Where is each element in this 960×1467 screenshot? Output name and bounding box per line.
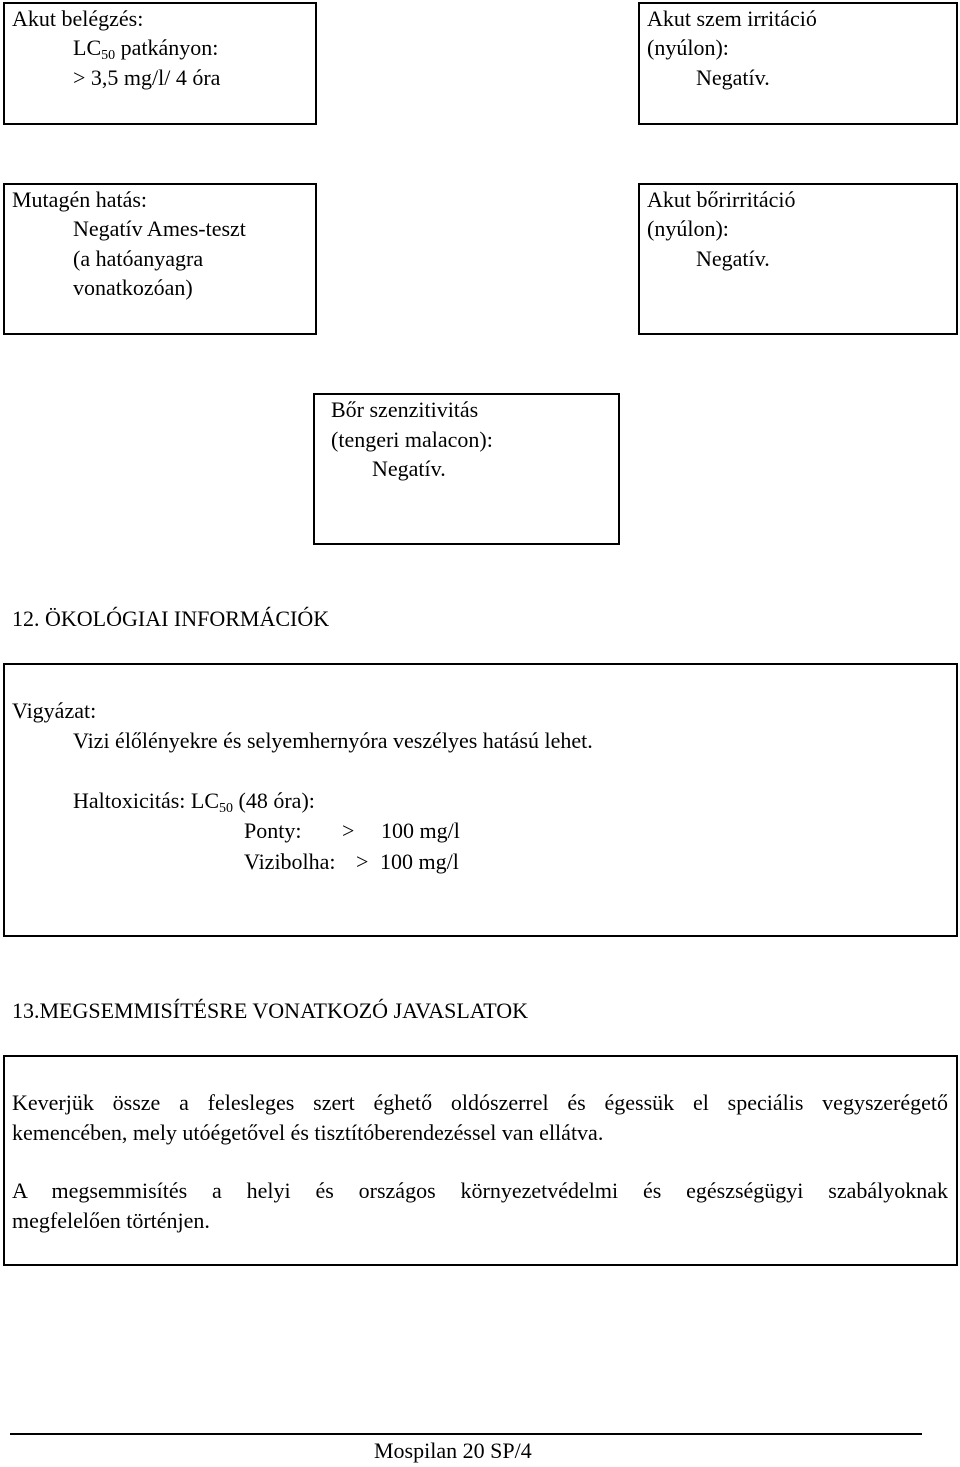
section-13-heading: 13.MEGSEMMISÍTÉSRE VONATKOZÓ JAVASLATOK <box>12 998 529 1023</box>
acute-eye-irritation-subject: (nyúlon): <box>647 35 729 60</box>
mutagenic-effect-line3: vonatkozóan) <box>73 275 193 300</box>
skin-sensitization-result: Negatív. <box>372 456 446 481</box>
acute-inhalation-lc50-line <box>73 33 218 63</box>
acute-eye-irritation-title: Akut szem irritáció <box>647 6 817 31</box>
carp-label: Ponty: <box>244 818 302 843</box>
daphnia-label: Vizibolha: <box>244 849 336 874</box>
lc-suffix: patkányon: <box>115 35 219 60</box>
ecological-warning-label: Vigyázat: <box>12 698 97 723</box>
acute-inhalation-value: > 3,5 mg/l/ 4 óra <box>73 65 221 90</box>
acute-skin-irritation-title: Akut bőrirritáció <box>647 187 796 212</box>
mutagenic-effect-line1: Negatív Ames-teszt <box>73 216 246 241</box>
footer-page-label: Mospilan 20 SP/4 <box>374 1438 532 1463</box>
daphnia-toxicity-line <box>244 847 459 877</box>
carp-toxicity-line <box>244 816 460 846</box>
carp-operator: > <box>342 818 355 843</box>
fish-toxicity-prefix: Haltoxicitás: LC <box>73 788 220 813</box>
skin-sensitization-title: Bőr szenzitivitás <box>331 397 479 422</box>
fish-toxicity-subscript: 50 <box>219 801 234 816</box>
fish-toxicity-suffix: (48 óra): <box>233 788 315 813</box>
mutagenic-effect-title: Mutagén hatás: <box>12 187 148 212</box>
mutagenic-effect-line2: (a hatóanyagra <box>73 246 204 271</box>
fish-toxicity-line <box>73 786 315 816</box>
lc-prefix: LC <box>73 35 102 60</box>
disposal-paragraph-1-line-1: Keverjük össze a felesleges szert éghető oldószerrel és égessük el speciális vegyszerégető <box>12 1090 948 1115</box>
acute-skin-irritation-subject: (nyúlon): <box>647 216 729 241</box>
acute-eye-irritation-result: Negatív. <box>696 65 770 90</box>
acute-skin-irritation-result: Negatív. <box>696 246 770 271</box>
daphnia-value: 100 mg/l <box>380 849 459 874</box>
footer-rule <box>10 1433 922 1435</box>
ecological-warning-text: Vizi élőlényekre és selyemhernyóra veszélyes hatású lehet. <box>73 728 593 753</box>
skin-sensitization-subject: (tengeri malacon): <box>331 427 493 452</box>
disposal-paragraph-2-line-2: megfelelően történjen. <box>12 1208 210 1233</box>
section-12-heading: 12. ÖKOLÓGIAI INFORMÁCIÓK <box>12 606 330 631</box>
disposal-paragraph-2-line-1: A megsemmisítés a helyi és országos környezetvédelmi és egészségügyi szabályoknak <box>12 1178 948 1203</box>
daphnia-operator: > <box>356 849 369 874</box>
acute-inhalation-title: Akut belégzés: <box>12 6 144 31</box>
lc-subscript: 50 <box>101 48 116 63</box>
disposal-paragraph-1-line-2: kemencében, mely utóégetővel és tisztítóberendezéssel van ellátva. <box>12 1120 604 1145</box>
carp-value: 100 mg/l <box>381 818 460 843</box>
